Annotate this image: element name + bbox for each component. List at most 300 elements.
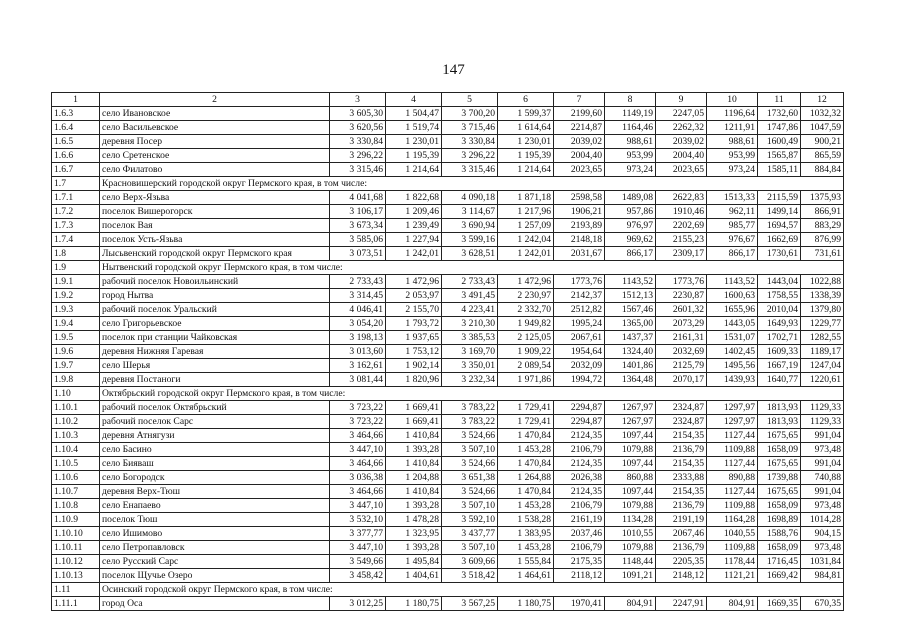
value-cell: 1 195,39 <box>498 149 554 163</box>
value-cell: 1 822,68 <box>386 191 442 205</box>
settlement-name: рабочий поселок Уральский <box>100 303 330 317</box>
value-cell: 1513,33 <box>707 191 758 205</box>
value-cell: 1127,44 <box>707 429 758 443</box>
value-cell: 985,77 <box>707 219 758 233</box>
value-cell: 3 651,38 <box>442 471 498 485</box>
value-cell: 1379,80 <box>801 303 844 317</box>
row-number: 1.10.10 <box>52 527 100 541</box>
settlement-name: Лысьвенский городской округ Пермского края <box>100 247 330 261</box>
value-cell: 1662,69 <box>758 233 801 247</box>
value-cell: 1 180,75 <box>386 597 442 611</box>
value-cell: 3 169,70 <box>442 345 498 359</box>
table-row <box>52 401 844 415</box>
value-cell: 3 700,20 <box>442 107 498 121</box>
settlement-name: город Нытва <box>100 289 330 303</box>
value-cell: 2037,46 <box>554 527 605 541</box>
value-cell: 2 230,97 <box>498 289 554 303</box>
value-cell: 1143,52 <box>605 275 656 289</box>
value-cell: 3 715,46 <box>442 121 498 135</box>
table-row <box>52 219 844 233</box>
value-cell: 3 330,84 <box>330 135 386 149</box>
value-cell: 2205,35 <box>656 555 707 569</box>
value-cell: 1 971,86 <box>498 373 554 387</box>
value-cell: 1600,63 <box>707 289 758 303</box>
value-cell: 1375,93 <box>801 191 844 205</box>
value-cell: 3 081,44 <box>330 373 386 387</box>
value-cell: 2010,04 <box>758 303 801 317</box>
value-cell: 1995,24 <box>554 317 605 331</box>
value-cell: 1 478,28 <box>386 513 442 527</box>
value-cell: 1109,88 <box>707 443 758 457</box>
value-cell: 2115,59 <box>758 191 801 205</box>
value-cell: 1143,52 <box>707 275 758 289</box>
settlement-name: село Петропавловск <box>100 541 330 555</box>
value-cell: 1669,42 <box>758 569 801 583</box>
section-title: Красновишерский городской округ Пермского края, в том числе: <box>100 177 844 191</box>
value-cell: 1669,35 <box>758 597 801 611</box>
row-number: 1.6.5 <box>52 135 100 149</box>
value-cell: 2324,87 <box>656 415 707 429</box>
column-header: 8 <box>605 93 656 107</box>
column-header: 9 <box>656 93 707 107</box>
value-cell: 2106,79 <box>554 541 605 555</box>
value-cell: 1022,88 <box>801 275 844 289</box>
value-cell: 740,88 <box>801 471 844 485</box>
value-cell: 1716,45 <box>758 555 801 569</box>
value-cell: 1297,97 <box>707 415 758 429</box>
value-cell: 884,84 <box>801 163 844 177</box>
value-cell: 1 264,88 <box>498 471 554 485</box>
section-row <box>52 261 844 275</box>
value-cell: 2023,65 <box>554 163 605 177</box>
value-cell: 3 524,66 <box>442 485 498 499</box>
value-cell: 860,88 <box>605 471 656 485</box>
column-header: 10 <box>707 93 758 107</box>
value-cell: 866,17 <box>605 247 656 261</box>
value-cell: 1 393,28 <box>386 499 442 513</box>
column-header: 7 <box>554 93 605 107</box>
value-cell: 1402,45 <box>707 345 758 359</box>
value-cell: 1 195,39 <box>386 149 442 163</box>
value-cell: 2004,40 <box>554 149 605 163</box>
row-number: 1.9.6 <box>52 345 100 359</box>
table-row <box>52 121 844 135</box>
column-header: 3 <box>330 93 386 107</box>
table-row <box>52 485 844 499</box>
value-cell: 1324,40 <box>605 345 656 359</box>
value-cell: 1 214,64 <box>386 163 442 177</box>
row-number: 1.9.4 <box>52 317 100 331</box>
value-cell: 969,62 <box>605 233 656 247</box>
table-row <box>52 429 844 443</box>
value-cell: 1649,93 <box>758 317 801 331</box>
value-cell: 1495,56 <box>707 359 758 373</box>
value-cell: 1032,32 <box>801 107 844 121</box>
value-cell: 2136,79 <box>656 499 707 513</box>
section-row <box>52 177 844 191</box>
value-cell: 670,35 <box>801 597 844 611</box>
value-cell: 2106,79 <box>554 499 605 513</box>
value-cell: 1910,46 <box>656 205 707 219</box>
value-cell: 1 209,46 <box>386 205 442 219</box>
value-cell: 962,11 <box>707 205 758 219</box>
value-cell: 3 673,34 <box>330 219 386 233</box>
value-cell: 1 227,94 <box>386 233 442 247</box>
value-cell: 1 472,96 <box>498 275 554 289</box>
value-cell: 1 230,01 <box>498 135 554 149</box>
value-cell: 3 567,25 <box>442 597 498 611</box>
row-number: 1.6.7 <box>52 163 100 177</box>
value-cell: 2148,18 <box>554 233 605 247</box>
value-cell: 1 729,41 <box>498 401 554 415</box>
value-cell: 2124,35 <box>554 429 605 443</box>
value-cell: 1658,09 <box>758 541 801 555</box>
value-cell: 876,99 <box>801 233 844 247</box>
table-row <box>52 331 844 345</box>
row-number: 1.7.2 <box>52 205 100 219</box>
value-cell: 1 453,28 <box>498 541 554 555</box>
value-cell: 1 257,09 <box>498 219 554 233</box>
value-cell: 3 690,94 <box>442 219 498 233</box>
value-cell: 1267,97 <box>605 401 656 415</box>
value-cell: 1196,64 <box>707 107 758 121</box>
value-cell: 1 599,37 <box>498 107 554 121</box>
value-cell: 976,97 <box>605 219 656 233</box>
table-row <box>52 555 844 569</box>
value-cell: 988,61 <box>605 135 656 149</box>
value-cell: 3 599,16 <box>442 233 498 247</box>
value-cell: 1443,04 <box>758 275 801 289</box>
value-cell: 1129,33 <box>801 401 844 415</box>
value-cell: 957,86 <box>605 205 656 219</box>
value-cell: 973,24 <box>707 163 758 177</box>
settlement-name: село Филатово <box>100 163 330 177</box>
value-cell: 3 232,34 <box>442 373 498 387</box>
value-cell: 1121,21 <box>707 569 758 583</box>
value-cell: 1 242,01 <box>498 247 554 261</box>
row-number: 1.10.9 <box>52 513 100 527</box>
section-title: Осинский городской округ Пермского края, в том числе: <box>100 583 844 597</box>
table-row <box>52 233 844 247</box>
value-cell: 2154,35 <box>656 485 707 499</box>
value-cell: 1014,28 <box>801 513 844 527</box>
value-cell: 1773,76 <box>554 275 605 289</box>
value-cell: 2032,09 <box>554 359 605 373</box>
value-cell: 1 217,96 <box>498 205 554 219</box>
row-number: 1.7.3 <box>52 219 100 233</box>
section-row <box>52 583 844 597</box>
value-cell: 1 504,47 <box>386 107 442 121</box>
value-cell: 3 723,22 <box>330 401 386 415</box>
value-cell: 1109,88 <box>707 499 758 513</box>
value-cell: 1 820,96 <box>386 373 442 387</box>
settlement-name: рабочий поселок Новоильинский <box>100 275 330 289</box>
value-cell: 988,61 <box>707 135 758 149</box>
table-row <box>52 541 844 555</box>
value-cell: 3 524,66 <box>442 429 498 443</box>
value-cell: 3 036,38 <box>330 471 386 485</box>
value-cell: 3 723,22 <box>330 415 386 429</box>
settlement-name: село Енапаево <box>100 499 330 513</box>
settlement-name: село Сретенское <box>100 149 330 163</box>
value-cell: 3 585,06 <box>330 233 386 247</box>
section-title: Октябрьский городской округ Пермского края, в том числе: <box>100 387 844 401</box>
settlement-name: поселок Вишерогорск <box>100 205 330 219</box>
page-number: 147 <box>442 62 465 78</box>
value-cell: 1010,55 <box>605 527 656 541</box>
row-number: 1.9.5 <box>52 331 100 345</box>
value-cell: 2175,35 <box>554 555 605 569</box>
value-cell: 1091,21 <box>605 569 656 583</box>
value-cell: 2039,02 <box>656 135 707 149</box>
table-row <box>52 569 844 583</box>
column-header: 5 <box>442 93 498 107</box>
value-cell: 1585,11 <box>758 163 801 177</box>
value-cell: 1282,55 <box>801 331 844 345</box>
table-row <box>52 303 844 317</box>
table-row <box>52 205 844 219</box>
value-cell: 1702,71 <box>758 331 801 345</box>
value-cell: 4 041,68 <box>330 191 386 205</box>
value-cell: 2161,19 <box>554 513 605 527</box>
value-cell: 904,15 <box>801 527 844 541</box>
value-cell: 4 090,18 <box>442 191 498 205</box>
table-row <box>52 597 844 611</box>
value-cell: 2154,35 <box>656 457 707 471</box>
value-cell: 1247,04 <box>801 359 844 373</box>
value-cell: 1512,13 <box>605 289 656 303</box>
value-cell: 3 296,22 <box>442 149 498 163</box>
value-cell: 991,04 <box>801 457 844 471</box>
value-cell: 1600,49 <box>758 135 801 149</box>
value-cell: 2031,67 <box>554 247 605 261</box>
value-cell: 1813,93 <box>758 415 801 429</box>
value-cell: 3 315,46 <box>442 163 498 177</box>
column-header: 2 <box>100 93 330 107</box>
value-cell: 1 453,28 <box>498 499 554 513</box>
value-cell: 3 605,30 <box>330 107 386 121</box>
table-row <box>52 359 844 373</box>
value-cell: 2067,46 <box>656 527 707 541</box>
value-cell: 2032,69 <box>656 345 707 359</box>
table-row <box>52 373 844 387</box>
value-cell: 1338,39 <box>801 289 844 303</box>
row-number: 1.6.4 <box>52 121 100 135</box>
value-cell: 2067,61 <box>554 331 605 345</box>
value-cell: 1079,88 <box>605 541 656 555</box>
value-cell: 3 114,67 <box>442 205 498 219</box>
settlement-name: село Басино <box>100 443 330 457</box>
table-row <box>52 275 844 289</box>
value-cell: 866,91 <box>801 205 844 219</box>
value-cell: 1 470,84 <box>498 429 554 443</box>
value-cell: 2 053,97 <box>386 289 442 303</box>
row-number: 1.7 <box>52 177 100 191</box>
value-cell: 1489,08 <box>605 191 656 205</box>
section-row <box>52 387 844 401</box>
value-cell: 1443,05 <box>707 317 758 331</box>
value-cell: 2202,69 <box>656 219 707 233</box>
value-cell: 3 377,77 <box>330 527 386 541</box>
value-cell: 3 314,45 <box>330 289 386 303</box>
value-cell: 1 393,28 <box>386 443 442 457</box>
value-cell: 2 089,54 <box>498 359 554 373</box>
value-cell: 3 447,10 <box>330 499 386 513</box>
settlement-name: село Русский Сарс <box>100 555 330 569</box>
value-cell: 1698,89 <box>758 513 801 527</box>
row-number: 1.9.1 <box>52 275 100 289</box>
value-cell: 3 507,10 <box>442 541 498 555</box>
row-number: 1.10.5 <box>52 457 100 471</box>
value-cell: 1401,86 <box>605 359 656 373</box>
value-cell: 1031,84 <box>801 555 844 569</box>
value-cell: 1109,88 <box>707 541 758 555</box>
value-cell: 1 949,82 <box>498 317 554 331</box>
value-cell: 3 507,10 <box>442 499 498 513</box>
table-row <box>52 317 844 331</box>
value-cell: 2148,12 <box>656 569 707 583</box>
value-cell: 3 012,25 <box>330 597 386 611</box>
value-cell: 2199,60 <box>554 107 605 121</box>
settlement-name: село Бияваш <box>100 457 330 471</box>
value-cell: 2 733,43 <box>330 275 386 289</box>
value-cell: 3 385,53 <box>442 331 498 345</box>
value-cell: 1773,76 <box>656 275 707 289</box>
table-row <box>52 471 844 485</box>
value-cell: 1 323,95 <box>386 527 442 541</box>
value-cell: 1164,46 <box>605 121 656 135</box>
table-row <box>52 415 844 429</box>
row-number: 1.7.1 <box>52 191 100 205</box>
value-cell: 2124,35 <box>554 457 605 471</box>
value-cell: 2 125,05 <box>498 331 554 345</box>
value-cell: 1813,93 <box>758 401 801 415</box>
row-number: 1.9.8 <box>52 373 100 387</box>
value-cell: 3 458,42 <box>330 569 386 583</box>
value-cell: 2247,91 <box>656 597 707 611</box>
value-cell: 1178,44 <box>707 555 758 569</box>
value-cell: 1658,09 <box>758 443 801 457</box>
value-cell: 2191,19 <box>656 513 707 527</box>
row-number: 1.7.4 <box>52 233 100 247</box>
value-cell: 3 198,13 <box>330 331 386 345</box>
column-header: 1 <box>52 93 100 107</box>
value-cell: 2125,79 <box>656 359 707 373</box>
value-cell: 2294,87 <box>554 415 605 429</box>
table-row <box>52 513 844 527</box>
row-number: 1.10 <box>52 387 100 401</box>
value-cell: 1565,87 <box>758 149 801 163</box>
value-cell: 1 410,84 <box>386 429 442 443</box>
table-row <box>52 107 844 121</box>
value-cell: 1 902,14 <box>386 359 442 373</box>
value-cell: 3 518,42 <box>442 569 498 583</box>
value-cell: 3 315,46 <box>330 163 386 177</box>
value-cell: 1675,65 <box>758 485 801 499</box>
table-row <box>52 163 844 177</box>
value-cell: 1 242,01 <box>386 247 442 261</box>
value-cell: 1906,21 <box>554 205 605 219</box>
value-cell: 1758,55 <box>758 289 801 303</box>
value-cell: 1 937,65 <box>386 331 442 345</box>
settlement-name: село Григорьевское <box>100 317 330 331</box>
value-cell: 1097,44 <box>605 429 656 443</box>
value-cell: 1 230,01 <box>386 135 442 149</box>
value-cell: 866,17 <box>707 247 758 261</box>
value-cell: 2023,65 <box>656 163 707 177</box>
value-cell: 991,04 <box>801 485 844 499</box>
value-cell: 1134,28 <box>605 513 656 527</box>
settlement-name: деревня Посер <box>100 135 330 149</box>
value-cell: 1079,88 <box>605 499 656 513</box>
value-cell: 1609,33 <box>758 345 801 359</box>
settlement-name: поселок при станции Чайковская <box>100 331 330 345</box>
value-cell: 3 620,56 <box>330 121 386 135</box>
row-number: 1.10.11 <box>52 541 100 555</box>
value-cell: 1675,65 <box>758 457 801 471</box>
value-cell: 1079,88 <box>605 443 656 457</box>
value-cell: 1 453,28 <box>498 443 554 457</box>
value-cell: 890,88 <box>707 471 758 485</box>
value-cell: 1 214,64 <box>498 163 554 177</box>
value-cell: 1739,88 <box>758 471 801 485</box>
value-cell: 1 242,04 <box>498 233 554 247</box>
row-number: 1.6.3 <box>52 107 100 121</box>
value-cell: 3 507,10 <box>442 443 498 457</box>
value-cell: 1 519,74 <box>386 121 442 135</box>
value-cell: 3 592,10 <box>442 513 498 527</box>
table-row <box>52 345 844 359</box>
value-cell: 973,48 <box>801 443 844 457</box>
settlement-name: город Оса <box>100 597 330 611</box>
value-cell: 2 332,70 <box>498 303 554 317</box>
value-cell: 2247,05 <box>656 107 707 121</box>
value-cell: 2214,87 <box>554 121 605 135</box>
value-cell: 1148,44 <box>605 555 656 569</box>
value-cell: 3 162,61 <box>330 359 386 373</box>
column-header: 12 <box>801 93 844 107</box>
row-number: 1.10.12 <box>52 555 100 569</box>
value-cell: 3 783,22 <box>442 415 498 429</box>
value-cell: 2142,37 <box>554 289 605 303</box>
value-cell: 953,99 <box>707 149 758 163</box>
value-cell: 1 753,12 <box>386 345 442 359</box>
value-cell: 3 491,45 <box>442 289 498 303</box>
value-cell: 2333,88 <box>656 471 707 485</box>
value-cell: 2073,29 <box>656 317 707 331</box>
row-number: 1.10.1 <box>52 401 100 415</box>
value-cell: 804,91 <box>707 597 758 611</box>
value-cell: 1655,96 <box>707 303 758 317</box>
value-cell: 3 464,66 <box>330 485 386 499</box>
value-cell: 2155,23 <box>656 233 707 247</box>
row-number: 1.11.1 <box>52 597 100 611</box>
value-cell: 2026,38 <box>554 471 605 485</box>
settlement-name: рабочий поселок Октябрьский <box>100 401 330 415</box>
value-cell: 1097,44 <box>605 457 656 471</box>
value-cell: 1730,61 <box>758 247 801 261</box>
column-header: 11 <box>758 93 801 107</box>
value-cell: 4 046,41 <box>330 303 386 317</box>
value-cell: 1 404,61 <box>386 569 442 583</box>
value-cell: 973,24 <box>605 163 656 177</box>
value-cell: 1 239,49 <box>386 219 442 233</box>
value-cell: 3 350,01 <box>442 359 498 373</box>
value-cell: 1 729,41 <box>498 415 554 429</box>
value-cell: 2106,79 <box>554 443 605 457</box>
value-cell: 3 464,66 <box>330 429 386 443</box>
table-body <box>52 107 844 611</box>
